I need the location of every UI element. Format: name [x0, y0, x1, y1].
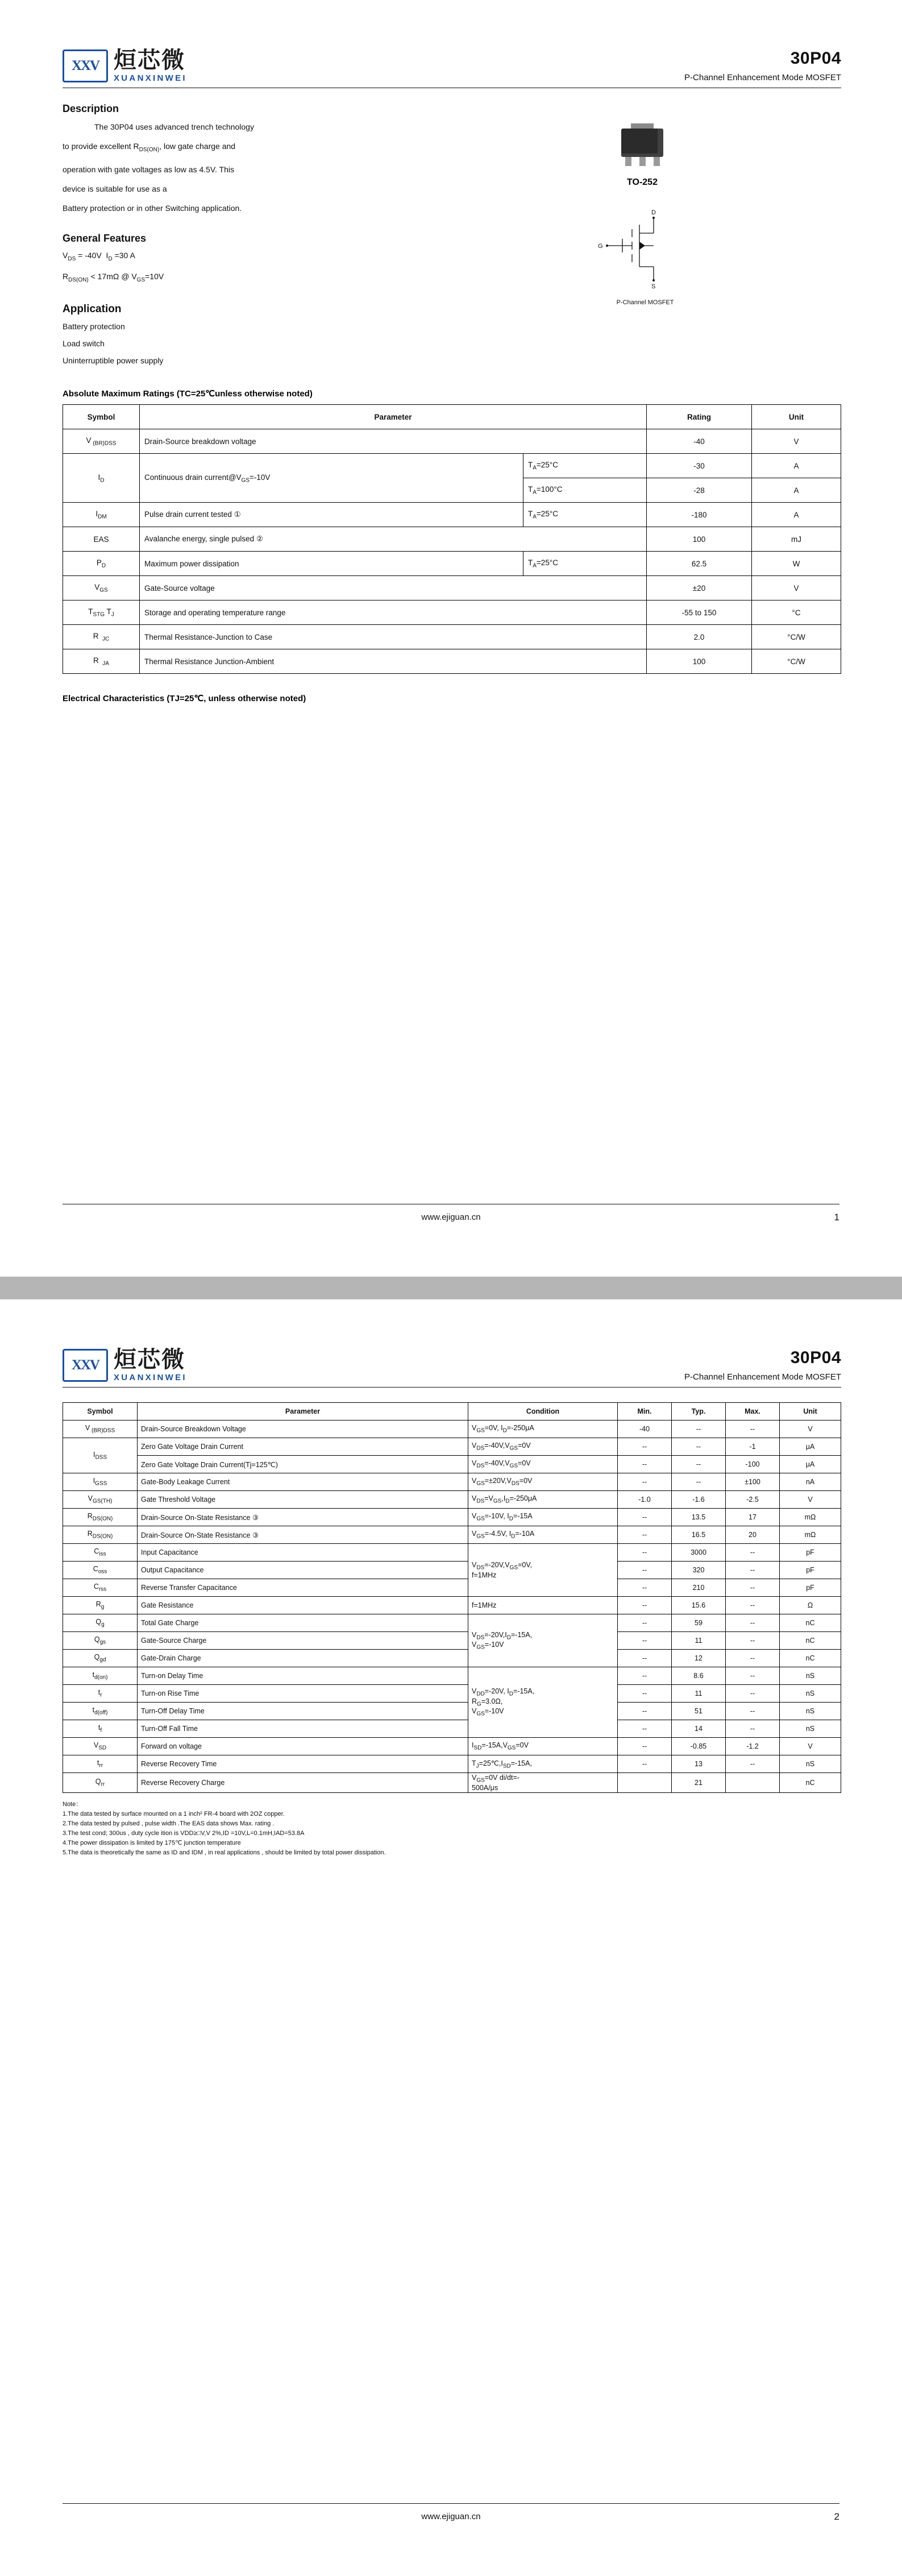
cell-parameter: Zero Gate Voltage Drain Current(Tj=125℃) [138, 1456, 468, 1473]
table-row [63, 576, 841, 600]
cell-symbol: $R_{DS(ON)}$ [63, 1526, 138, 1544]
cell-condition: $V_{GS}=0V$ di/dt=- 500A/μs [468, 1773, 618, 1793]
cell-symbol: $V_{SD}$ [63, 1738, 138, 1755]
cell-rating: 100 [647, 649, 752, 674]
description-heading: Description [63, 103, 119, 114]
cell-min: -- [618, 1456, 672, 1473]
page-1 [0, 0, 902, 1277]
table-row [63, 1614, 841, 1632]
brand-name-en: XUANXINWEI [114, 1373, 187, 1382]
cell-min: -- [618, 1667, 672, 1685]
cell-symbol: $C_{oss}$ [63, 1562, 138, 1579]
cell-parameter: Storage and operating temperature range [140, 600, 647, 625]
cell-unit: nS [780, 1703, 841, 1720]
table-header-row [63, 405, 841, 429]
cell-parameter: Gate-Source voltage [140, 576, 647, 600]
cell-symbol: $R_{DS(ON)}$ [63, 1509, 138, 1526]
cell-max: -- [726, 1667, 780, 1685]
cell-symbol: $T_{STG}$ $T_J$ [63, 600, 140, 625]
table-row [63, 600, 841, 625]
cell-symbol: $C_{iss}$ [63, 1544, 138, 1562]
cell-typ: 16.5 [672, 1526, 726, 1544]
description-line: The 30P04 uses advanced trench technology [94, 122, 254, 131]
cell-parameter: Pulse drain current tested ① [140, 503, 523, 527]
cell-symbol: V $_{(BR)DSS}$ [63, 1420, 138, 1438]
cell-max: -- [726, 1755, 780, 1773]
svg-text:G: G [598, 243, 603, 250]
cell-rating: -28 [647, 478, 752, 503]
abs-max-title: Absolute Maximum Ratings (TC=25℃unless otherwise noted) [63, 389, 313, 399]
cell-parameter: Output Capacitance [138, 1562, 468, 1579]
cell-unit: mJ [752, 527, 841, 552]
cell-symbol: R $_{JC}$ [63, 625, 140, 649]
description-line: device is suitable for use as a [63, 184, 167, 193]
notes-label: Note： [63, 1800, 82, 1808]
cell-parameter: Gate Resistance [138, 1597, 468, 1614]
page-number: 1 [834, 1211, 839, 1223]
schematic-caption: P-Channel MOSFET [616, 299, 674, 306]
cell-parameter: Forward on voltage [138, 1738, 468, 1755]
cell-condition: $V_{DS}=V_{GS},I_D=-250\mu A$ [468, 1491, 618, 1509]
table-row [63, 1650, 841, 1667]
logo-mark-icon: XXV [63, 49, 108, 82]
cell-condition: $V_{GS}=0V$, $I_D=-250\mu A$ [468, 1420, 618, 1438]
cell-condition: $V_{DS}=-40V,V_{GS}=0V$ [468, 1438, 618, 1456]
table-row [63, 454, 841, 478]
cell-parameter: Gate-Source Charge [138, 1632, 468, 1650]
cell-condition: $I_{SD}=-15A,V_{GS}=0V$ [468, 1738, 618, 1755]
table-row [63, 503, 841, 527]
cell-parameter: Reverse Recovery Charge [138, 1773, 468, 1793]
cell-unit: V [752, 576, 841, 600]
svg-text:S: S [651, 283, 656, 290]
cell-condition: $V_{GS}=-4.5V$, $I_D=-10A$ [468, 1526, 618, 1544]
table-row [63, 1456, 841, 1473]
cell-min: -1.0 [618, 1491, 672, 1509]
note-line: 3.The test cond; 300us , duty cycle ition is VDD≥□V,V 2%,ID =10V,L=0.1mH,IAD=53.8A [63, 1829, 305, 1837]
cell-typ: -0.85 [672, 1738, 726, 1755]
cell-typ: 13.5 [672, 1509, 726, 1526]
cell-symbol: $t_{d(off)}$ [63, 1703, 138, 1720]
cell-typ: -- [672, 1456, 726, 1473]
cell-parameter: Turn-Off Delay Time [138, 1703, 468, 1720]
electrical-characteristics-table [63, 1402, 841, 1793]
note-line: 1.The data tested by surface mounted on a 1 inch² FR-4 board with 2OZ copper. [63, 1810, 285, 1817]
page-header [63, 0, 841, 82]
cell-rating: 100 [647, 527, 752, 552]
general-features-heading: General Features [63, 232, 147, 244]
cell-parameter: Turn-Off Fall Time [138, 1720, 468, 1738]
cell-symbol: $I_{DM}$ [63, 503, 140, 527]
cell-typ: 11 [672, 1685, 726, 1703]
table-row [63, 1473, 841, 1491]
cell-rating: -55 to 150 [647, 600, 752, 625]
cell-min: -- [618, 1650, 672, 1667]
cell-max: -- [726, 1703, 780, 1720]
cell-unit: nC [780, 1632, 841, 1650]
col-symbol: Symbol [63, 405, 140, 429]
cell-unit: nC [780, 1650, 841, 1667]
footer-url[interactable]: www.ejiguan.cn [421, 1212, 481, 1222]
cell-typ: -1.6 [672, 1491, 726, 1509]
cell-parameter: Gate Threshold Voltage [138, 1491, 468, 1509]
cell-max: -- [726, 1544, 780, 1562]
package-body [621, 129, 663, 157]
cell-condition: $T_A=25^\circ C$ [523, 503, 647, 527]
table-row [63, 1632, 841, 1650]
cell-parameter: Zero Gate Voltage Drain Current [138, 1438, 468, 1456]
cell-unit: mΩ [780, 1509, 841, 1526]
cell-unit: V [780, 1738, 841, 1755]
table-row [63, 1526, 841, 1544]
cell-parameter: Thermal Resistance-Junction to Case [140, 625, 647, 649]
table-row [63, 1438, 841, 1456]
cell-unit: nS [780, 1720, 841, 1738]
cell-typ: -- [672, 1473, 726, 1491]
cell-max: ±100 [726, 1473, 780, 1491]
cell-parameter: Continuous drain $current@V_{GS}=-10V$ [140, 454, 523, 503]
cell-min: -- [618, 1755, 672, 1773]
cell-max: -1.2 [726, 1738, 780, 1755]
cell-rating: 62.5 [647, 552, 752, 576]
cell-max: -100 [726, 1456, 780, 1473]
table-row [63, 527, 841, 552]
cell-typ: 21 [672, 1773, 726, 1793]
table-row [63, 1703, 841, 1720]
cell-max [726, 1773, 780, 1793]
col-max: Max. [726, 1403, 780, 1420]
cell-symbol: $Q_g$ [63, 1614, 138, 1632]
note-line: 5.The data is theoretically the same as ID and IDM , in real applications , should be limited by total power dissipation. [63, 1849, 386, 1856]
general-feature-item: $R_{DS(ON)} < 17m\Omega$ @ $V_{GS}=10V$ [63, 271, 164, 283]
footer-url[interactable]: www.ejiguan.cn [421, 2512, 481, 2521]
cell-rating: 2.0 [647, 625, 752, 649]
cell-max: -- [726, 1579, 780, 1597]
package-pins [580, 157, 705, 166]
table-header-row [63, 1403, 841, 1420]
cell-typ: 12 [672, 1650, 726, 1667]
cell-unit: °C [752, 600, 841, 625]
cell-symbol: $I_{DSS}$ [63, 1438, 138, 1473]
brand-name-en: XUANXINWEI [114, 73, 187, 83]
description-line: operation with gate voltages as low as 4.5V. This [63, 164, 234, 174]
cell-unit: μA [780, 1456, 841, 1473]
cell-condition: $T_A=25^\circ C$ [523, 454, 647, 478]
application-heading: Application [63, 303, 122, 316]
page-footer [63, 2503, 839, 2521]
cell-max: -2.5 [726, 1491, 780, 1509]
cell-unit: pF [780, 1579, 841, 1597]
cell-min [618, 1773, 672, 1793]
cell-min: -- [618, 1509, 672, 1526]
cell-typ: -- [672, 1438, 726, 1456]
table-row [63, 1420, 841, 1438]
cell-parameter: Reverse Recovery Time [138, 1755, 468, 1773]
logo-mark-icon: XXV [63, 1349, 108, 1382]
col-typ: Typ. [672, 1403, 726, 1420]
cell-unit: nS [780, 1667, 841, 1685]
cell-typ: 8.6 [672, 1667, 726, 1685]
cell-symbol: $t_r$ [63, 1685, 138, 1703]
description-line: Battery protection or in other Switching application. [63, 203, 242, 213]
cell-min: -- [618, 1720, 672, 1738]
cell-condition: $V_{DS}=-20V,I_D=-15A$, $V_{GS}=-10V$ [468, 1614, 618, 1667]
application-item: Uninterruptible power supply [63, 356, 164, 366]
cell-rating: -30 [647, 454, 752, 478]
col-unit: Unit [780, 1403, 841, 1420]
general-feature-item: $V_{DS} = -40V$ $I_D =30$ A [63, 250, 135, 262]
cell-parameter: Drain-Source breakdown voltage [140, 429, 647, 454]
table-row [63, 1738, 841, 1755]
cell-parameter: Drain-Source On-State Resistance ③ [138, 1526, 468, 1544]
cell-min: -- [618, 1685, 672, 1703]
cell-unit: °C/W [752, 649, 841, 674]
cell-parameter: Total Gate Charge [138, 1614, 468, 1632]
cell-unit: nS [780, 1685, 841, 1703]
cell-parameter: Drain-Source On-State Resistance ③ [138, 1509, 468, 1526]
package-tab [631, 123, 654, 129]
cell-parameter: Reverse Transfer Capacitance [138, 1579, 468, 1597]
device-subtitle: P-Channel Enhancement Mode MOSFET [684, 1372, 841, 1382]
cell-condition: f=1MHz [468, 1597, 618, 1614]
cell-parameter: Turn-on Rise Time [138, 1685, 468, 1703]
cell-parameter: Avalanche energy, single pulsed ② [140, 527, 647, 552]
cell-symbol: $C_{rss}$ [63, 1579, 138, 1597]
table-row [63, 1685, 841, 1703]
cell-unit: nC [780, 1773, 841, 1793]
mosfet-symbol-icon [591, 208, 699, 293]
table-row [63, 625, 841, 649]
application-item: Battery protection [63, 322, 125, 332]
cell-max: -- [726, 1632, 780, 1650]
cell-condition: $T_A=100^\circ C$ [523, 478, 647, 503]
cell-symbol: $Q_{rr}$ [63, 1773, 138, 1793]
cell-symbol: $R_g$ [63, 1597, 138, 1614]
cell-unit: nA [780, 1473, 841, 1491]
col-condition: Condition [468, 1403, 618, 1420]
cell-condition: $V_{DS}=-20V,V_{GS}=0V$, f=1MHz [468, 1544, 618, 1597]
cell-rating: -40 [647, 429, 752, 454]
col-parameter: Parameter [138, 1403, 468, 1420]
table-row [63, 1491, 841, 1509]
cell-symbol: $P_D$ [63, 552, 140, 576]
part-number: 30P04 [790, 1348, 841, 1367]
table-row [63, 1562, 841, 1579]
cell-typ: 15.6 [672, 1597, 726, 1614]
cell-parameter: Thermal Resistance Junction-Ambient [140, 649, 647, 674]
cell-unit: mΩ [780, 1526, 841, 1544]
cell-symbol: $t_{rr}$ [63, 1755, 138, 1773]
page-number: 2 [834, 2511, 839, 2522]
cell-condition: $V_{DS}=-40V,V_{GS}=0V$ [468, 1456, 618, 1473]
table-row [63, 1509, 841, 1526]
cell-typ: 210 [672, 1579, 726, 1597]
cell-max: 20 [726, 1526, 780, 1544]
cell-unit: A [752, 478, 841, 503]
cell-max: -- [726, 1597, 780, 1614]
cell-max: -- [726, 1650, 780, 1667]
table-row [63, 1773, 841, 1793]
cell-min: -40 [618, 1420, 672, 1438]
cell-unit: V [780, 1491, 841, 1509]
table-row [63, 649, 841, 674]
cell-parameter: Input Capacitance [138, 1544, 468, 1562]
cell-typ: 3000 [672, 1544, 726, 1562]
table-row [63, 552, 841, 576]
brand-logo [63, 49, 187, 82]
cell-condition: $V_{DD}=-20V$, $I_D=-15A$, $R_G=3.0\Omega$, $V_{GS}=-10V$ [468, 1667, 618, 1738]
cell-unit: pF [780, 1562, 841, 1579]
cell-typ: 51 [672, 1703, 726, 1720]
cell-max: -- [726, 1720, 780, 1738]
cell-rating: ±20 [647, 576, 752, 600]
electrical-characteristics-title: Electrical Characteristics (TJ=25℃, unless otherwise noted) [63, 694, 306, 704]
cell-parameter: Turn-on Delay Time [138, 1667, 468, 1685]
cell-symbol: $V_{GS(TH)}$ [63, 1491, 138, 1509]
notes-block [63, 1800, 841, 1858]
cell-min: -- [618, 1579, 672, 1597]
cell-min: -- [618, 1438, 672, 1456]
cell-typ: 13 [672, 1755, 726, 1773]
cell-symbol: $Q_{gd}$ [63, 1650, 138, 1667]
table-row [63, 1720, 841, 1738]
cell-max: -- [726, 1685, 780, 1703]
cell-max: -- [726, 1420, 780, 1438]
package-label: TO-252 [627, 177, 658, 187]
cell-condition: $V_{GS}=-10V$, $I_D=-15A$ [468, 1509, 618, 1526]
cell-symbol: V $_{(BR)DSS}$ [63, 429, 140, 454]
cell-parameter: Maximum power dissipation [140, 552, 523, 576]
cell-min: -- [618, 1597, 672, 1614]
cell-unit: V [780, 1420, 841, 1438]
cell-unit: A [752, 503, 841, 527]
cell-min: -- [618, 1526, 672, 1544]
cell-unit: W [752, 552, 841, 576]
cell-typ: 14 [672, 1720, 726, 1738]
cell-condition: $T_J=25℃,I_{SD}=-15A$, [468, 1755, 618, 1773]
cell-symbol: $V_{GS}$ [63, 576, 140, 600]
cell-min: -- [618, 1544, 672, 1562]
cell-max: -1 [726, 1438, 780, 1456]
table-row [63, 1579, 841, 1597]
cell-symbol: $t_f$ [63, 1720, 138, 1738]
cell-typ: 320 [672, 1562, 726, 1579]
col-min: Min. [618, 1403, 672, 1420]
description-line: to provide excellent $R_{DS(ON)}$, low gate charge and [63, 142, 236, 153]
cell-min: -- [618, 1632, 672, 1650]
col-symbol: Symbol [63, 1403, 138, 1420]
cell-max: -- [726, 1614, 780, 1632]
absolute-maximum-ratings-table [63, 404, 841, 674]
cell-symbol: $Q_{gs}$ [63, 1632, 138, 1650]
brand-logo [63, 1348, 187, 1382]
cell-unit: V [752, 429, 841, 454]
cell-max: 17 [726, 1509, 780, 1526]
device-subtitle: P-Channel Enhancement Mode MOSFET [684, 73, 841, 82]
table-row [63, 1597, 841, 1614]
cell-symbol: $I_D$ [63, 454, 140, 503]
cell-unit: nS [780, 1755, 841, 1773]
cell-unit: nC [780, 1614, 841, 1632]
cell-parameter: Drain-Source Breakdown Voltage [138, 1420, 468, 1438]
cell-min: -- [618, 1562, 672, 1579]
schematic-symbol [574, 208, 716, 306]
brand-name-cn: 烜芯微 [114, 1347, 185, 1373]
col-rating: Rating [647, 405, 752, 429]
cell-min: -- [618, 1703, 672, 1720]
cell-unit: °C/W [752, 625, 841, 649]
table-row [63, 1544, 841, 1562]
table-row [63, 1755, 841, 1773]
cell-symbol: EAS [63, 527, 140, 552]
page-header [63, 1299, 841, 1382]
cell-min: -- [618, 1738, 672, 1755]
cell-min: -- [618, 1614, 672, 1632]
cell-unit: μA [780, 1438, 841, 1456]
cell-parameter: Gate-Drain Charge [138, 1650, 468, 1667]
cell-symbol: $I_{GSS}$ [63, 1473, 138, 1491]
cell-min: -- [618, 1473, 672, 1491]
cell-condition: $V_{GS}=\pm 20V,V_{DS}=0V$ [468, 1473, 618, 1491]
col-parameter: Parameter [140, 405, 647, 429]
page-2 [0, 1299, 902, 2576]
cell-parameter: Gate-Body Leakage Current [138, 1473, 468, 1491]
svg-text:D: D [651, 209, 656, 216]
table-row [63, 429, 841, 454]
cell-unit: A [752, 454, 841, 478]
cell-rating: -180 [647, 503, 752, 527]
cell-max: -- [726, 1562, 780, 1579]
cell-unit: Ω [780, 1597, 841, 1614]
cell-typ: 11 [672, 1632, 726, 1650]
cell-condition: $T_A=25^\circ C$ [523, 552, 647, 576]
cell-unit: pF [780, 1544, 841, 1562]
cell-symbol: $t_{d(on)}$ [63, 1667, 138, 1685]
note-line: 4.The power dissipation is limited by 175℃ junction temperature [63, 1839, 241, 1846]
package-illustration [580, 123, 705, 188]
table-row [63, 1667, 841, 1685]
part-number: 30P04 [790, 49, 841, 68]
page-footer [63, 1204, 839, 1222]
cell-symbol: R $_{JA}$ [63, 649, 140, 674]
cell-typ: 59 [672, 1614, 726, 1632]
cell-typ: -- [672, 1420, 726, 1438]
col-unit: Unit [752, 405, 841, 429]
application-item: Load switch [63, 339, 105, 349]
note-line: 2.The data tested by pulsed , pulse width .The EAS data shows Max. rating . [63, 1820, 275, 1827]
brand-name-cn: 烜芯微 [114, 47, 185, 73]
